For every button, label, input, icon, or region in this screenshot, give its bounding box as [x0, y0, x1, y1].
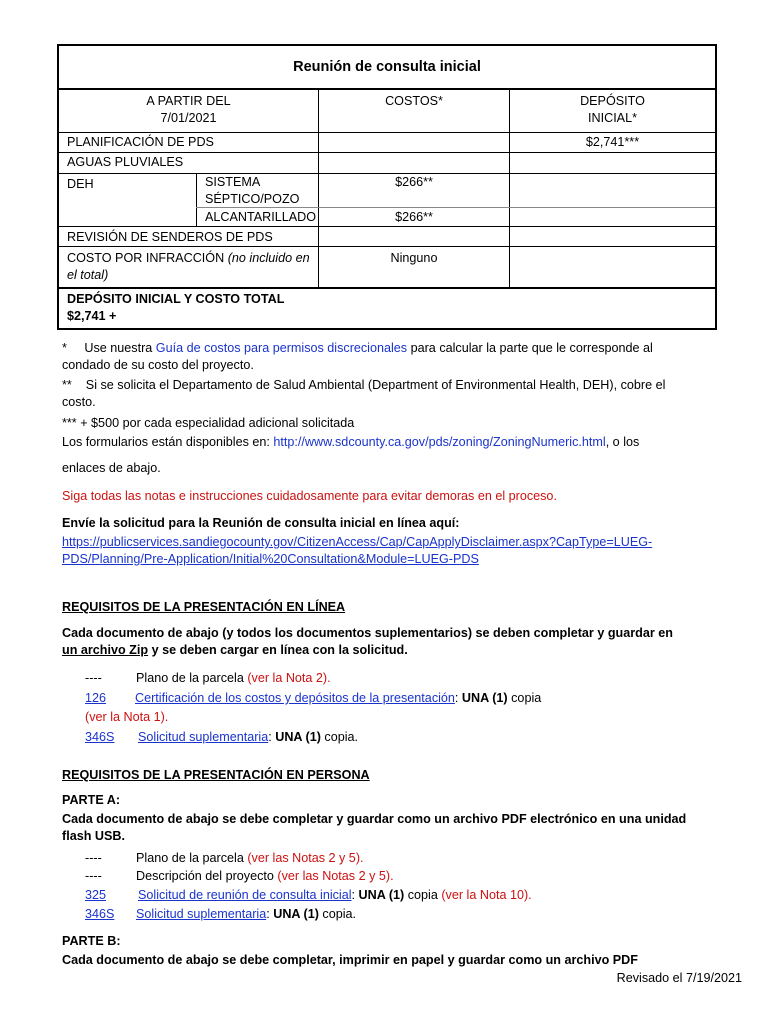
form-126-code[interactable]: 126 [85, 691, 107, 705]
row-planning-label: PLANIFICACIÓN DE PDS [67, 135, 214, 149]
row-deh-sewer-cost: $266** [395, 210, 433, 224]
header-deposit: DEPÓSITO INICIAL* [580, 94, 645, 125]
row-violation-cost: Ninguno [390, 251, 438, 265]
online-intro: Cada documento de abajo (y todos los documentos suplementarios) se deben completar y guardar en un archivo Zip y se deben cargar en línea con la solicitud. [62, 626, 673, 657]
header-as-of: A PARTIR DEL 7/01/2021 [146, 94, 231, 125]
inperson-heading: REQUISITOS DE LA PRESENTACIÓN EN PERSONA [62, 768, 370, 782]
part-b-label: PARTE B: [62, 934, 121, 948]
online-item-plot-text: Plano de la parcela (ver la Nota 2). [136, 671, 331, 685]
row-violation-label: COSTO POR INFRACCIÓN (no incluido en el total) [67, 251, 310, 282]
part-a-item-desc-text: Descripción del proyecto (ver las Notas 2 y 5). [136, 869, 394, 883]
table-title: Reunión de consulta inicial [59, 46, 715, 90]
online-item-346s: 346S Solicitud suplementaria: UNA (1) copia. [85, 730, 359, 744]
form-325-link[interactable]: Solicitud de reunión de consulta inicial [138, 888, 352, 902]
form-346s-link-b[interactable]: Solicitud suplementaria [136, 907, 267, 921]
total-row: DEPÓSITO INICIAL Y COSTO TOTAL $2,741 + [67, 292, 285, 323]
forms-link[interactable]: http://www.sdcounty.ca.gov/pds/zoning/ZoningNumeric.html [273, 435, 606, 449]
part-a-label: PARTE A: [62, 793, 121, 807]
form-325-code[interactable]: 325 [85, 888, 107, 902]
part-a-item-plot: ---- [85, 851, 102, 865]
note-3: *** + $500 por cada especialidad adicional solicitada [62, 416, 355, 430]
online-item-126-note: (ver la Nota 1). [85, 710, 169, 724]
submit-heading: Envíe la solicitud para la Reunión de consulta inicial en línea aquí: [62, 516, 460, 530]
header-costs: COSTOS* [385, 94, 443, 108]
form-346s-code-b[interactable]: 346S [85, 907, 115, 921]
forms-line: Los formularios están disponibles en: http://www.sdcounty.ca.gov/pds/zoning/ZoningNumeric.html, o los [62, 435, 640, 449]
warning-text: Siga todas las notas e instrucciones cuidadosamente para evitar demoras en el proceso. [62, 489, 557, 503]
row-deh-septic-cost: $266** [395, 175, 433, 189]
part-b-text: Cada documento de abajo se debe completar, imprimir en papel y guardar como un archivo PDF [62, 953, 638, 967]
row-trails-label: REVISIÓN DE SENDEROS DE PDS [67, 230, 273, 244]
row-deh-sewer: ALCANTARILLADO [205, 210, 317, 224]
row-divider [59, 226, 715, 227]
part-a-text: Cada documento de abajo se debe completar y guardar como un archivo PDF electrónico en una unidad flash USB. [62, 812, 687, 843]
row-divider [59, 132, 715, 133]
note-2: ** Si se solicita el Departamento de Salud Ambiental (Department of Environmental Health, DEH), cobre el costo. [62, 378, 666, 409]
cost-guide-link[interactable]: Guía de costos para permisos discrecionales [155, 341, 408, 355]
form-346s-code[interactable]: 346S [85, 730, 115, 744]
online-item-126: 126 Certificación de los costos y depósitos de la presentación: UNA (1) copia [85, 691, 542, 705]
part-a-item-plot-text: Plano de la parcela (ver las Notas 2 y 5). [136, 851, 364, 865]
online-item-plot: ---- [85, 671, 102, 685]
row-deh-septic: SISTEMA SÉPTICO/POZO [205, 175, 300, 206]
col-divider [196, 174, 197, 226]
row-deh-label: DEH [67, 177, 94, 191]
online-heading: REQUISITOS DE LA PRESENTACIÓN EN LÍNEA [62, 600, 346, 614]
revised-date: Revisado el 7/19/2021 [616, 971, 742, 985]
submit-link[interactable]: https://publicservices.sandiegocounty.gov/CitizenAccess/Cap/CapApplyDisclaimer.aspx?CapType=LUEG- PDS/Planning/Pre-Application/Initial%20Consultation&Module=LUEG-PDS [62, 535, 653, 566]
form-126-link[interactable]: Certificación de los costos y depósitos de la presentación [135, 691, 455, 705]
cost-table [57, 44, 717, 330]
part-a-item-desc: ---- [85, 869, 102, 883]
row-divider [59, 246, 715, 247]
part-a-item-346s: 346S Solicitud suplementaria: UNA (1) copia. [85, 907, 357, 921]
part-a-item-325: 325 Solicitud de reunión de consulta inicial: UNA (1) copia (ver la Nota 10). [85, 888, 532, 902]
forms-line-2: enlaces de abajo. [62, 461, 161, 475]
note-1: * Use nuestra Guía de costos para permisos discrecionales para calcular la parte que le corresponde al condado de su costo del proyecto. [62, 341, 653, 372]
row-stormwater-label: AGUAS PLUVIALES [67, 155, 184, 169]
row-planning-deposit: $2,741*** [585, 135, 640, 149]
row-divider [59, 152, 715, 153]
form-346s-link[interactable]: Solicitud suplementaria [138, 730, 269, 744]
row-divider [59, 287, 715, 289]
